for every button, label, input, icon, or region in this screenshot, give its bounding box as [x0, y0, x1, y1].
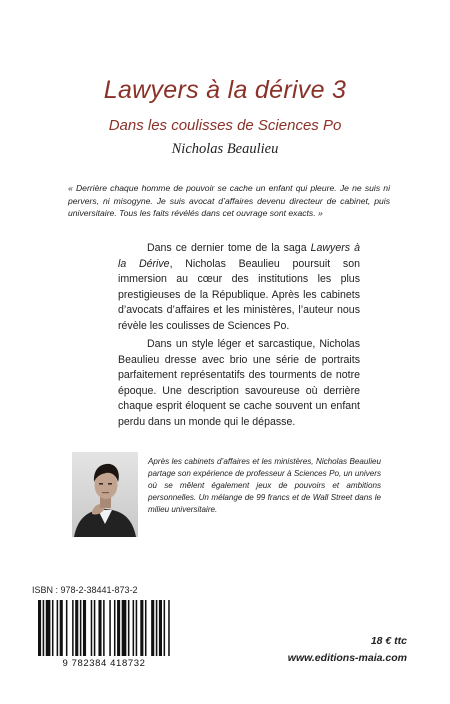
summary-paragraph-2: Dans un style léger et sarcastique, Nicholas Beaulieu dresse avec brio une série de portraits parfaitement représentatifs des tourments de notre époque. Une description savoureuse où derrière chaque esprit éloquent se cache souvent un enfant perdu dans un monde qui le dépasse.: [118, 338, 360, 428]
publisher-website: www.editions-maia.com: [287, 652, 407, 664]
summary-p1-end: , Nicholas Beaulieu poursuit son immersion au cœur des institutions les plus prestigieuses de la République. Après les cabinets d’avocats d’affaires et les ministères, l’auteur nous révèle les coulisses de Sciences Po.: [118, 257, 360, 332]
author-photo: [72, 452, 138, 537]
barcode: [30, 598, 178, 668]
isbn-label: ISBN : 978-2-38441-873-2: [32, 585, 138, 595]
summary-paragraph-1: [118, 241, 360, 335]
book-subtitle: Dans les coulisses de Sciences Po: [108, 117, 342, 134]
author-bio: Après les cabinets d’affaires et les ministères, Nicholas Beaulieu partage son expérience de professeur à Sciences Po, un univers où se mêlent également jeux de pouvoirs et ambitions personnelles. Un mélange de 99 francs et de Wall Street dans le milieu universitaire.: [148, 457, 381, 515]
saga-title: Lawyers à la Dérive: [118, 242, 360, 270]
author-name: Nicholas Beaulieu: [171, 141, 279, 157]
book-title: Lawyers à la dérive 3: [103, 76, 347, 104]
barcode-number: 9 782384 418732: [62, 658, 146, 668]
summary-p1-start: Dans ce dernier tome de la saga: [147, 242, 311, 254]
author-quote: « Derrière chaque homme de pouvoir se cache un enfant qui pleure. Je ne suis ni pervers, ni misogyne. Je suis avocat d’affaires devenu directeur de cabinet, puis universitaire. Tous les faits révélés dans cet ouvrage sont exacts. »: [68, 183, 390, 218]
price: 18 € ttc: [370, 635, 407, 647]
